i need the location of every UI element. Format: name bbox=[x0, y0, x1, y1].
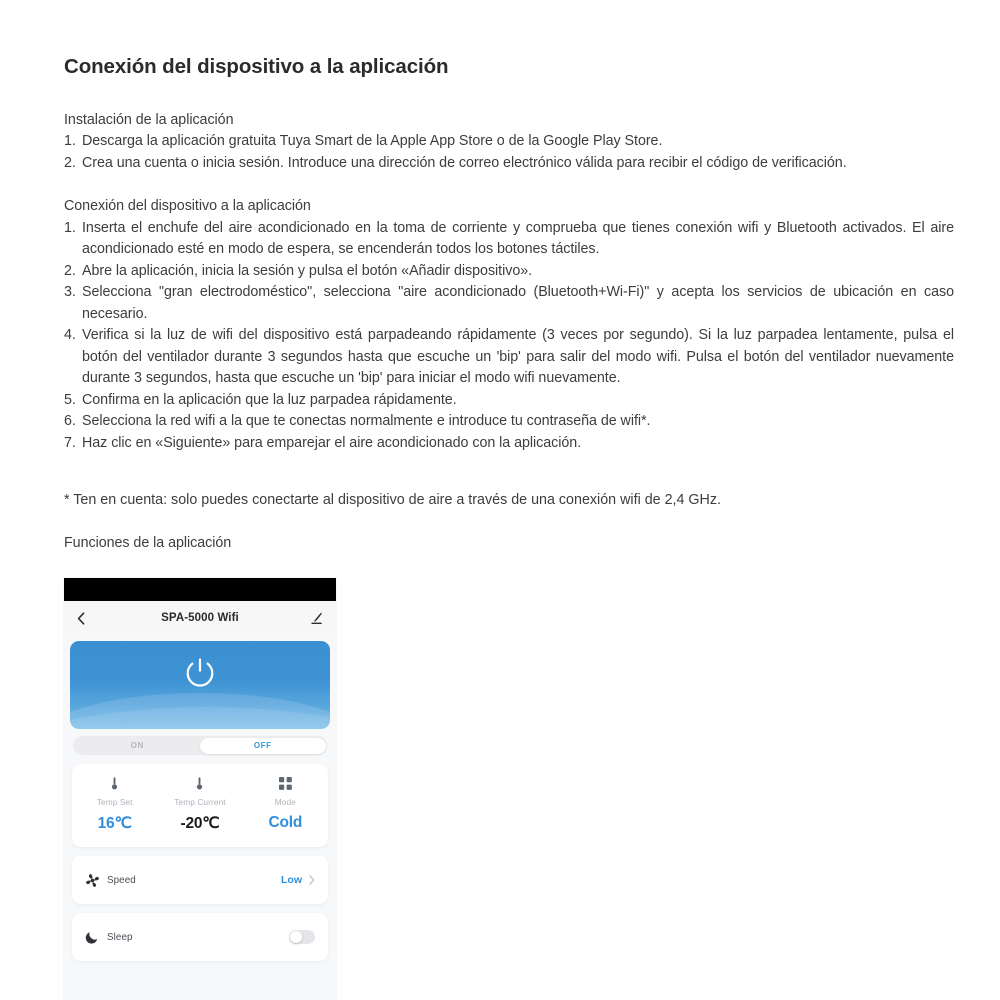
list-item-number: 1. bbox=[64, 133, 76, 150]
section-installation bbox=[64, 110, 954, 175]
list-item bbox=[64, 218, 954, 261]
power-icon[interactable] bbox=[179, 653, 221, 695]
page-title: Conexión del dispositivo a la aplicación bbox=[64, 55, 449, 78]
section-connection-heading: Conexión del dispositivo a la aplicación bbox=[64, 198, 311, 215]
list-item bbox=[64, 261, 954, 283]
sleep-toggle[interactable] bbox=[289, 930, 315, 944]
stat-temp-set[interactable] bbox=[72, 776, 157, 833]
stat-value: 16℃ bbox=[97, 815, 132, 832]
list-item-number: 5. bbox=[64, 391, 76, 408]
thermometer-icon bbox=[196, 776, 203, 791]
stats-card bbox=[72, 764, 328, 847]
stat-label: Temp Current bbox=[174, 797, 226, 807]
chevron-right-icon[interactable] bbox=[309, 875, 315, 885]
fan-icon bbox=[85, 873, 101, 888]
list-item-text: Haz clic en «Siguiente» para emparejar el aire acondicionado con la aplicación. bbox=[82, 434, 582, 451]
list-item bbox=[64, 325, 954, 390]
grid-mode-icon bbox=[279, 776, 292, 791]
stat-value: Cold bbox=[268, 814, 303, 831]
app-header-title: SPA-5000 Wifi bbox=[161, 612, 239, 624]
list-item bbox=[64, 153, 954, 175]
toggle-knob bbox=[290, 931, 302, 943]
app-functions-heading: Funciones de la aplicación bbox=[64, 534, 232, 551]
app-header bbox=[64, 601, 336, 635]
list-item-text: Verifica si la luz de wifi del dispositivo está parpadeando rápidamente (3 veces por segundo). Si la luz parpadea lentamente, pulsa el botón del ventilador durante 3 segundos hasta que escuche un 'bip' para salir del modo wifi. Pulsa el botón del ventilador nuevamente durante 3 segundos, hasta que escuche un 'bip' para iniciar el modo wifi nuevamente. bbox=[82, 327, 954, 387]
list-item-number: 2. bbox=[64, 262, 76, 279]
list-item-text: Abre la aplicación, inicia la sesión y pulsa el botón «Añadir dispositivo». bbox=[82, 262, 533, 279]
list-item bbox=[64, 282, 954, 325]
list-item-text: Crea una cuenta o inicia sesión. Introduce una dirección de correo electrónico válida para recibir el código de verificación. bbox=[82, 154, 847, 171]
list-item-text: Selecciona la red wifi a la que te conectas normalmente e introduce tu contraseña de wifi*. bbox=[82, 413, 651, 430]
stat-label: Temp Set bbox=[96, 797, 133, 807]
list-item-text: Descarga la aplicación gratuita Tuya Smart de la Apple App Store o de la Google Play Store. bbox=[82, 133, 663, 150]
stat-temp-current[interactable] bbox=[157, 776, 242, 833]
stat-value: -20℃ bbox=[180, 815, 220, 832]
phone-app-screenshot bbox=[64, 578, 336, 1000]
list-item-text: Selecciona "gran electrodoméstico", selecciona "aire acondicionado (Bluetooth+Wi-Fi)" y acepta los servicios de ubicación en caso necesario. bbox=[82, 284, 954, 322]
power-hero-panel bbox=[70, 641, 330, 729]
installation-step-list bbox=[64, 131, 954, 174]
chevron-left-icon[interactable] bbox=[77, 612, 95, 625]
list-item bbox=[64, 411, 954, 433]
row-label: Speed bbox=[107, 874, 136, 886]
list-item-number: 1. bbox=[64, 219, 76, 236]
power-segmented-control[interactable] bbox=[73, 736, 327, 755]
row-sleep[interactable] bbox=[72, 913, 328, 961]
list-item-number: 7. bbox=[64, 434, 76, 451]
connection-step-list bbox=[64, 218, 954, 455]
pencil-edit-icon[interactable] bbox=[305, 612, 323, 625]
list-item-text: Confirma en la aplicación que la luz parpadea rápidamente. bbox=[82, 391, 457, 408]
list-item bbox=[64, 433, 954, 455]
list-item-text: Inserta el enchufe del aire acondicionado en la toma de corriente y comprueba que tienes conexión wifi y Bluetooth activados. El aire acondicionado esté en modo de espera, se encenderán todos los botones táctiles. bbox=[82, 219, 954, 258]
footnote: * Ten en cuenta: solo puedes conectarte al dispositivo de aire a través de una conexión wifi de 2,4 GHz. bbox=[64, 492, 722, 509]
list-item bbox=[64, 131, 954, 153]
list-item-number: 4. bbox=[64, 327, 76, 344]
list-item-number: 6. bbox=[64, 413, 76, 430]
row-speed[interactable] bbox=[72, 856, 328, 904]
moon-icon bbox=[85, 930, 101, 944]
stat-label: Mode bbox=[274, 797, 296, 807]
segment-off[interactable]: OFF bbox=[200, 738, 326, 754]
section-connection bbox=[64, 196, 954, 454]
document-body bbox=[64, 55, 954, 554]
segment-on[interactable]: ON bbox=[130, 741, 144, 750]
row-value: Low bbox=[281, 874, 302, 886]
phone-status-bar bbox=[64, 578, 336, 601]
list-item-number: 2. bbox=[64, 154, 76, 171]
list-item bbox=[64, 390, 954, 412]
list-item-number: 3. bbox=[64, 284, 76, 301]
stat-mode[interactable] bbox=[243, 776, 328, 833]
row-label: Sleep bbox=[107, 931, 133, 943]
section-installation-heading: Instalación de la aplicación bbox=[64, 111, 234, 128]
wave-decoration-front bbox=[70, 693, 330, 729]
thermometer-icon bbox=[111, 776, 118, 791]
